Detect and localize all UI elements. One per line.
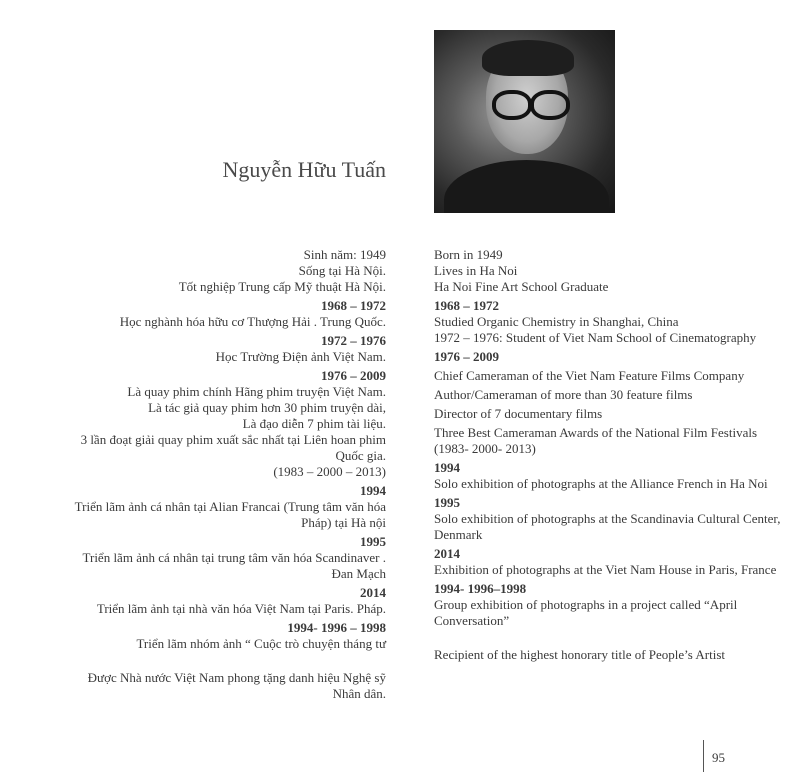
year-heading: 1995 xyxy=(434,495,460,510)
page-number: 95 xyxy=(712,750,725,765)
bio-line: Là đạo diễn 7 phim tài liệu. xyxy=(242,416,386,431)
bio-vietnamese xyxy=(56,247,386,702)
bio-line: Triển lãm ảnh cá nhân tại trung tâm văn hóa Scandinaver . xyxy=(82,550,386,565)
bio-line: Solo exhibition of photographs at the Alliance French in Ha Noi xyxy=(434,476,768,491)
bio-line: Nhân dân. xyxy=(332,686,386,701)
bio-line: Triển lãm ảnh tại nhà văn hóa Việt Nam tại Paris. Pháp. xyxy=(96,601,386,616)
bio-line: Triển lãm nhóm ảnh “ Cuộc trò chuyện tháng tư xyxy=(136,636,386,651)
bio-english xyxy=(434,247,784,663)
artist-name: Nguyễn Hữu Tuấn xyxy=(222,157,386,182)
bio-line: Chief Cameraman of the Viet Nam Feature Films Company xyxy=(434,368,745,383)
bio-line: Author/Cameraman of more than 30 feature films xyxy=(434,387,693,402)
bio-line: 3 lần đoạt giải quay phim xuất sắc nhất tại Liên hoan phim xyxy=(80,432,386,447)
year-heading: 1976 – 2009 xyxy=(434,349,499,364)
bio-line: Three Best Cameraman Awards of the National Film Festivals xyxy=(434,425,758,440)
bio-line: Là tác giả quay phim hơn 30 phim truyện dài, xyxy=(148,400,386,415)
bio-line: Học Trường Điện ảnh Việt Nam. xyxy=(215,349,386,364)
bio-line: Sinh năm: 1949 xyxy=(303,247,386,262)
year-heading: 1968 – 1972 xyxy=(434,298,499,313)
bio-line: Born in 1949 xyxy=(434,247,503,262)
bio-line: Sống tại Hà Nội. xyxy=(298,263,386,278)
artist-portrait-photo xyxy=(434,30,615,213)
bio-line: Là quay phim chính Hãng phim truyện Việt Nam. xyxy=(127,384,386,399)
bio-line: Conversation” xyxy=(434,613,510,628)
year-heading: 1994- 1996–1998 xyxy=(434,581,527,596)
bio-line: Học nghành hóa hữu cơ Thượng Hải . Trung Quốc. xyxy=(119,314,386,329)
year-heading: 1976 – 2009 xyxy=(321,368,386,383)
bio-line: Triển lãm ảnh cá nhân tại Alian Francai (Trung tâm văn hóa xyxy=(74,499,386,514)
bio-line: (1983- 2000- 2013) xyxy=(434,441,536,456)
bio-line: Studied Organic Chemistry in Shanghai, China xyxy=(434,314,679,329)
year-heading: 2014 xyxy=(360,585,386,600)
year-heading: 1972 – 1976 xyxy=(321,333,386,348)
bio-line: Đan Mạch xyxy=(331,566,386,581)
bio-line: Group exhibition of photographs in a project called “April xyxy=(434,597,738,612)
year-heading: 2014 xyxy=(434,546,460,561)
bio-line: Pháp) tại Hà nội xyxy=(301,515,386,530)
year-heading: 1995 xyxy=(360,534,386,549)
year-heading: 1994 xyxy=(360,483,386,498)
bio-line: Recipient of the highest honorary title of People’s Artist xyxy=(434,647,726,662)
bio-line: Tốt nghiệp Trung cấp Mỹ thuật Hà Nội. xyxy=(178,279,386,294)
bio-line: Quốc gia. xyxy=(335,448,386,463)
year-heading: 1968 – 1972 xyxy=(321,298,386,313)
bio-line: (1983 – 2000 – 2013) xyxy=(273,464,386,479)
bio-line: Solo exhibition of photographs at the Scandinavia Cultural Center, xyxy=(434,511,781,526)
page-number-rule xyxy=(703,740,704,772)
bio-line: Ha Noi Fine Art School Graduate xyxy=(434,279,609,294)
bio-line: Exhibition of photographs at the Viet Nam House in Paris, France xyxy=(434,562,777,577)
bio-line: Lives in Ha Noi xyxy=(434,263,518,278)
year-heading: 1994 xyxy=(434,460,460,475)
bio-line: Được Nhà nước Việt Nam phong tặng danh hiệu Nghệ sỹ xyxy=(87,670,386,685)
bio-line: Denmark xyxy=(434,527,483,542)
year-heading: 1994- 1996 – 1998 xyxy=(287,620,386,635)
bio-line: Director of 7 documentary films xyxy=(434,406,603,421)
bio-line: 1972 – 1976: Student of Viet Nam School of Cinematography xyxy=(434,330,757,345)
